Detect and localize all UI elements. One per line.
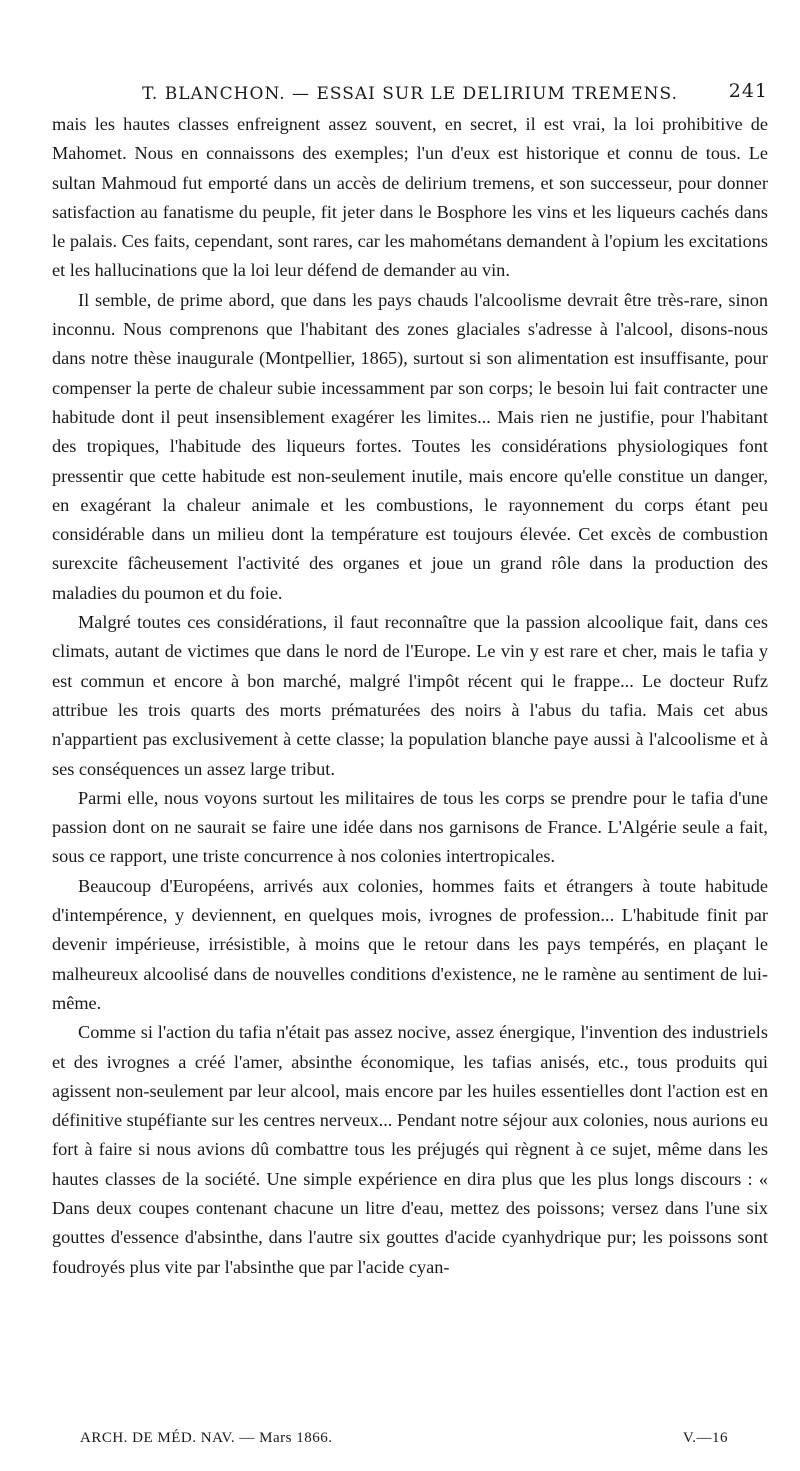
running-header [52, 70, 768, 110]
running-title: T. BLANCHON. — ESSAI SUR LE DELIRIUM TREMENS. [142, 84, 678, 104]
paragraph: Malgré toutes ces considérations, il faut reconnaître que la passion alcoolique fait, dans ces climats, autant de victimes que dans le nord de l'Europe. Le vin y est rare et cher, mais le tafia y est commun et encore à bon marché, malgré l'impôt récent qui le frappe... Le docteur Rufz attribue les trois quarts des morts prématurées des noirs à l'abus du tafia. Mais cet abus n'appartient pas exclusivement à cette classe; la population blanche paye aussi à l'alcoolisme et à ses conséquences un assez large tribut. [52, 612, 768, 779]
paragraph: Parmi elle, nous voyons surtout les militaires de tous les corps se prendre pour le tafia d'une passion dont on ne saurait se faire une idée dans nos garnisons de France. L'Algérie seule a fait, sous ce rapport, une triste concurrence à nos colonies intertropicales. [52, 787, 768, 867]
paragraph: Beaucoup d'Européens, arrivés aux colonies, hommes faits et étrangers à toute habitude d'intempérence, y deviennent, en quelques mois, ivrognes de profession... L'habitude finit par devenir impérieuse, irrésistible, à moins que le retour dans les pays tempérés, en plaçant le malheureux alcoolisé dans de nouvelles conditions d'existence, ne le ramène au sentiment de lui-même. [52, 875, 768, 1013]
body-text [52, 110, 768, 1282]
footer-citation: ARCH. DE MÉD. NAV. — Mars 1866. [80, 1430, 333, 1446]
page-number: 241 [728, 80, 768, 102]
paragraph: Il semble, de prime abord, que dans les pays chauds l'alcoolisme devrait être très-rare, sinon inconnu. Nous comprenons que l'habitant des zones glaciales s'adresse à l'alcool, disons-nous dans notre thèse inaugurale (Montpellier, 1865), surtout si son alimentation est insuffisante, pour compenser la perte de chaleur subie incessamment par son corps; le besoin lui fait contracter une habitude dont il peut insensiblement exagérer les limites... Mais rien ne justifie, pour l'habitant des tropiques, l'habitude des liqueurs fortes. Toutes les considérations physiologiques font pressentir que cette habitude est non-seulement inutile, mais encore qu'elle constitue un danger, en exagérant la chaleur animale et les combustions, le rayonnement du corps étant peu considérable dans un milieu dont la température est toujours élevée. Cet excès de combustion surexcite fâcheusement l'activité des organes et joue un grand rôle dans la production des maladies du poumon et du foie. [52, 289, 768, 603]
footer-signature: V.—16 [682, 1430, 728, 1446]
book-page [52, 70, 768, 1460]
paragraph: mais les hautes classes enfreignent assez souvent, en secret, il est vrai, la loi prohibitive de Mahomet. Nous en connaissons des exemples; l'un d'eux est historique et connu de tous. Le sultan Mahmoud fut emporté dans un accès de delirium tremens, et son successeur, pour donner satisfaction au fanatisme du peuple, fit jeter dans le Bosphore les vins et les liqueurs cachés dans le palais. Ces faits, cependant, sont rares, car les mahométans demandent à l'opium les excitations et les hallucinations que la loi leur défend de demander au vin. [52, 114, 768, 281]
page-footer [80, 1430, 728, 1447]
paragraph: Comme si l'action du tafia n'était pas assez nocive, assez énergique, l'invention des industriels et des ivrognes a créé l'amer, absinthe économique, les tafias anisés, etc., tous produits qui agissent non-seulement par leur alcool, mais encore par les huiles essentielles dont l'action est en définitive stupéfiante sur les centres nerveux... Pendant notre séjour aux colonies, nous aurions eu fort à faire si nous avions dû combattre tous les préjugés qui règnent à ce sujet, même dans les hautes classes de la société. Une simple expérience en dira plus que les plus longs discours : « Dans deux coupes contenant chacune un litre d'eau, mettez des poissons; versez dans l'une six gouttes d'essence d'absinthe, dans l'autre six gouttes d'acide cyanhydrique pur; les poissons sont foudroyés plus vite par l'absinthe que par l'acide cyan- [52, 1022, 768, 1277]
